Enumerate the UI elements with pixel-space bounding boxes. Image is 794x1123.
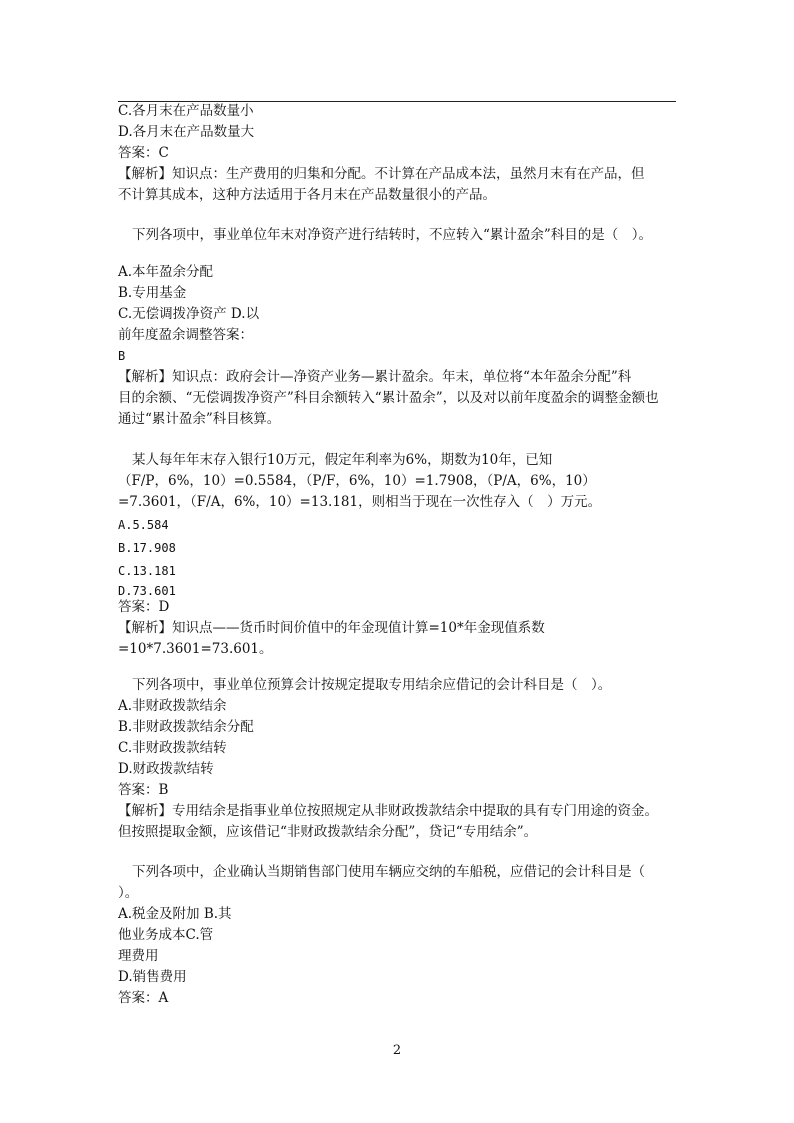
question-line: （F/P，6%，10）=0.5584，（P/F，6%，10）=1.7908，（P/A，6%，10） <box>118 473 596 489</box>
analysis-line: 目的余额、“无偿调拨净资产”科目余额转入“累计盈余”，以及对以前年度盈余的调整金额也 <box>118 390 659 406</box>
question-line: =7.3601，（F/A，6%，10）=13.181，则相当于现在一次性存入（ ）万元。 <box>118 494 602 510</box>
analysis-line: 【解析】知识点：政府会计—净资产业务—累计盈余。年末，单位将“本年盈余分配”科 <box>118 369 632 385</box>
answer-line: 答案：B <box>118 782 169 798</box>
analysis-line: 通过“累计盈余”科目核算。 <box>118 411 281 427</box>
analysis-line: 【解析】知识点：生产费用的归集和分配。不计算在产品成本法，虽然月末有在产品，但 <box>118 166 645 182</box>
option-line: B.非财政拨款结余分配 <box>118 719 254 735</box>
option-line: C.非财政拨款结转 <box>118 740 227 756</box>
analysis-line: =10*7.3601=73.601。 <box>118 641 273 657</box>
question-line: 某人每年年末存入银行10万元，假定年利率为6%，期数为10年，已知 <box>132 452 553 468</box>
analysis-line: 【解析】专用结余是指事业单位按照规定从非财政拨款结余中提取的具有专门用途的资金。 <box>118 803 658 819</box>
question-line: ）。 <box>118 885 139 901</box>
option-line: 他业务成本C.管 <box>118 927 214 943</box>
answer-line: 答案：C <box>118 145 169 161</box>
answer-line: 答案：A <box>118 990 169 1006</box>
option-line: D.销售费用 <box>118 969 187 985</box>
option-line: A.税金及附加 B.其 <box>118 906 232 922</box>
analysis-line: 【解析】知识点——货币时间价值中的年金现值计算=10*年金现值系数 <box>118 620 545 636</box>
option-line: 前年度盈余调整答案： <box>118 327 253 343</box>
option-line: A.本年盈余分配 <box>118 264 214 280</box>
analysis-line: 但按照提取金额，应该借记“非财政拨款结余分配”，贷记“专用结余”。 <box>118 824 538 840</box>
option-line: C.无偿调拨净资产 D.以 <box>118 306 260 322</box>
question-line: 下列各项中，事业单位年末对净资产进行结转时，不应转入“累计盈余”科目的是（ ）。 <box>132 227 653 243</box>
option-line: A.5.584 <box>118 518 169 532</box>
option-c-line: C.各月末在产品数量小 <box>118 103 254 119</box>
option-line: A.非财政拨款结余 <box>118 698 227 714</box>
option-line: D.财政拨款结转 <box>118 761 214 777</box>
page-number: 2 <box>392 1043 402 1058</box>
answer-line: B <box>118 349 126 363</box>
option-line: C.13.181 <box>118 564 176 578</box>
answer-line: 答案：D <box>118 599 170 615</box>
analysis-line: 不计算其成本，这种方法适用于各月末在产品数量很小的产品。 <box>118 187 496 203</box>
option-line: B.17.908 <box>118 541 176 555</box>
option-line: 理费用 <box>118 948 159 964</box>
option-line: B.专用基金 <box>118 285 187 301</box>
question-line: 下列各项中，企业确认当期销售部门使用车辆应交纳的车船税，应借记的会计科目是（ <box>132 864 645 880</box>
option-d-line: D.各月末在产品数量大 <box>118 124 255 140</box>
question-line: 下列各项中，事业单位预算会计按规定提取专用结余应借记的会计科目是（ ）。 <box>132 677 612 693</box>
option-line: D.73.601 <box>118 584 176 598</box>
